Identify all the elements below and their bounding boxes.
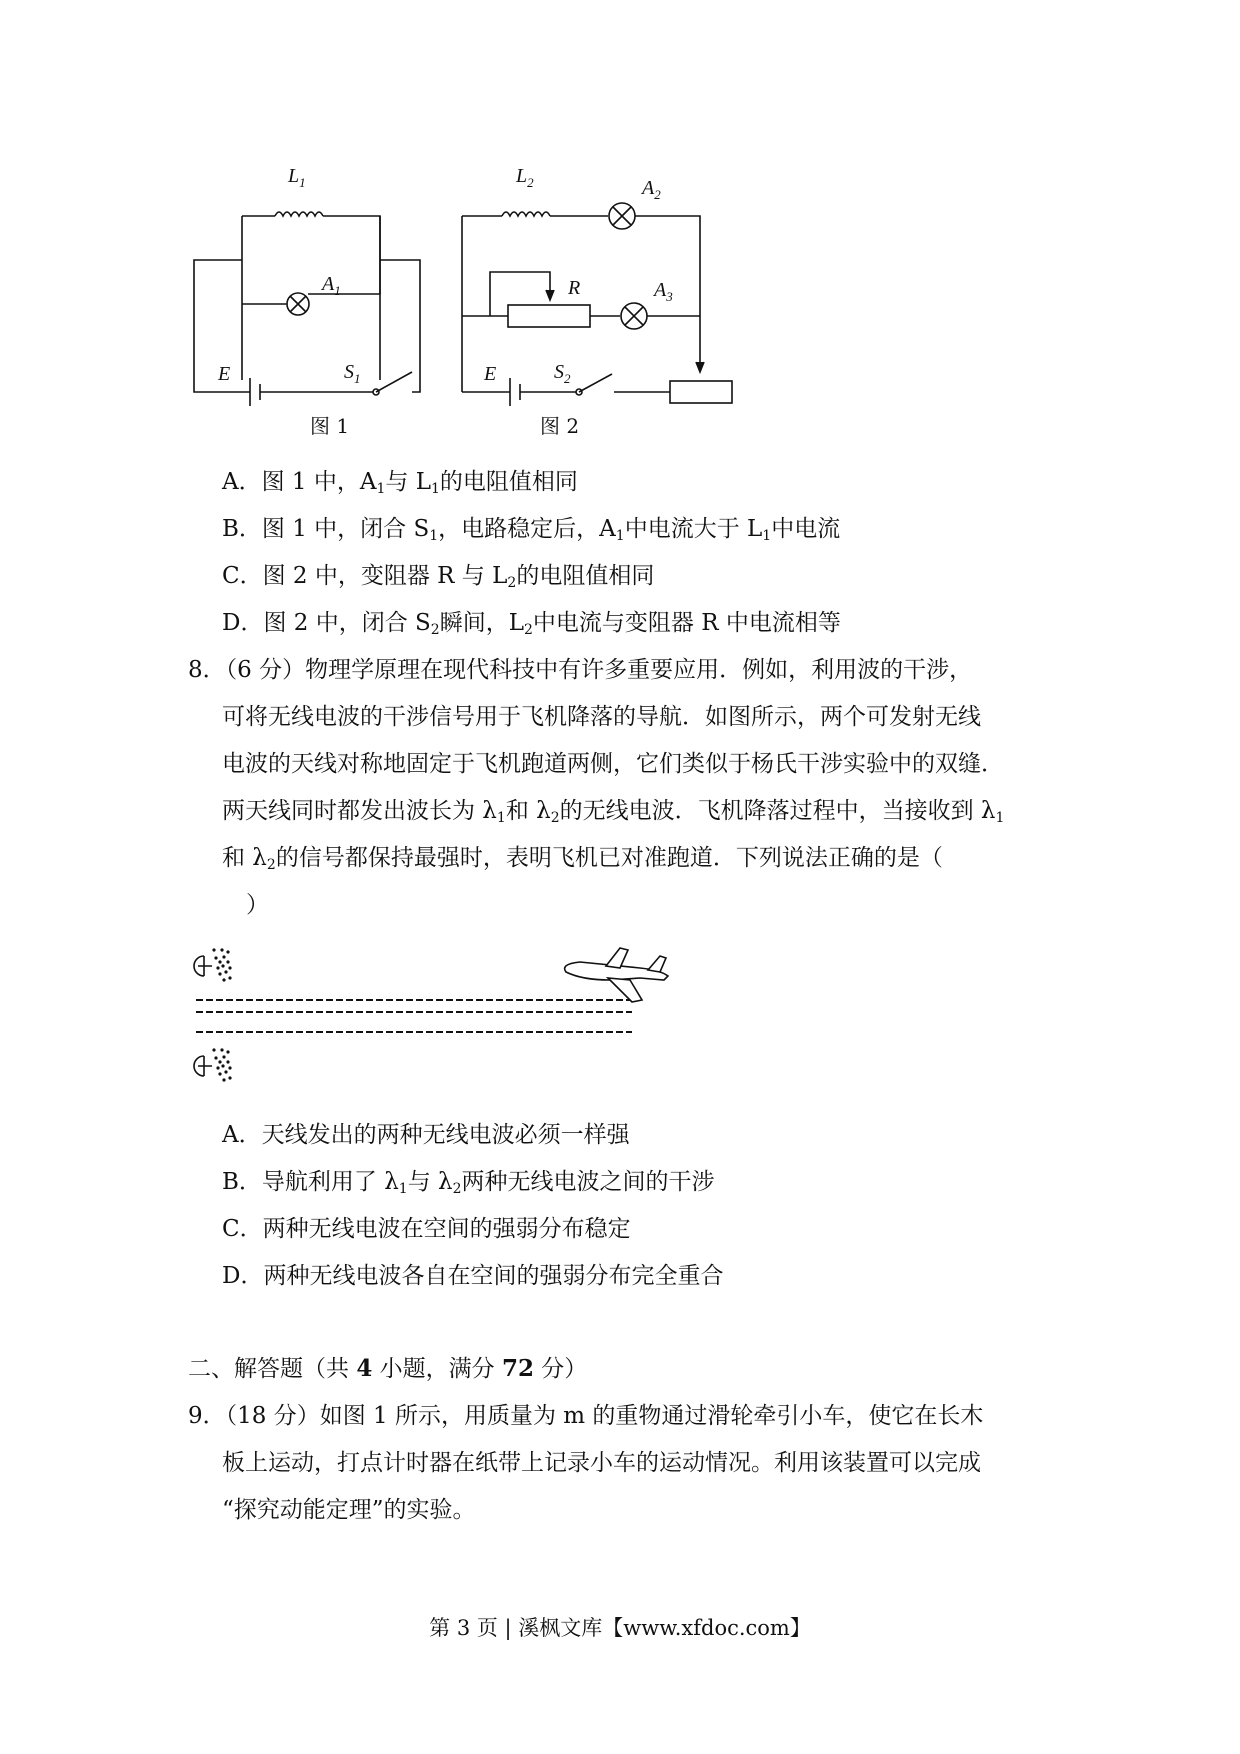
svg-text:A1: $A_1$ [322, 273, 341, 298]
svg-text:S1: $S_1$ [344, 361, 361, 386]
resistor-bottom [670, 381, 732, 403]
q8-option-a: A．天线发出的两种无线电波必须一样强 [222, 1122, 630, 1148]
svg-text:E: E [218, 363, 231, 385]
airplane-icon [565, 948, 668, 1002]
svg-text:L2: $L_2$ [516, 165, 534, 190]
figure-2-circuit [462, 203, 732, 406]
battery-e1 [250, 378, 260, 406]
circuit-figures [180, 150, 960, 450]
inductor-l1 [275, 212, 323, 216]
q8-line-1: 8．（6 分）物理学原理在现代科技中有许多重要应用．例如，利用波的干涉， [188, 657, 973, 683]
figure-2-caption: 图 2 [540, 414, 580, 438]
q8-option-c: C．两种无线电波在空间的强弱分布稳定 [222, 1216, 631, 1242]
page-footer: 第 3 页 | 溪枫文库【www.xfdoc.com】 [429, 1616, 811, 1640]
q7-option-d: D．图 2 中，闭合 $S_2$瞬间，$L_2$中电流与变阻器 R 中电流相等 [222, 610, 841, 638]
switch-s2 [579, 374, 612, 392]
section-2-heading: 二、解答题（共 4 小题，满分 72 分） [188, 1355, 588, 1382]
antenna-bottom-icon [194, 1056, 212, 1076]
q8-line-2: 可将无线电波的干涉信号用于飞机降落的导航．如图所示，两个可发射无线 [222, 704, 981, 730]
runway-figure [190, 940, 710, 1090]
svg-text:A2: $A_2$ [642, 177, 661, 202]
q9-line-1: 9．（18 分）如图 1 所示，用质量为 m 的重物通过滑轮牵引小车，使它在长木 [188, 1403, 984, 1429]
q9-line-2: 板上运动，打点计时器在纸带上记录小车的运动情况。利用该装置可以完成 [222, 1450, 981, 1476]
q8-line-3: 电波的天线对称地固定于飞机跑道两侧，它们类似于杨氏干涉实验中的双缝． [222, 751, 1004, 777]
svg-text:E: E [484, 363, 497, 385]
svg-text:A3: $A_3$ [654, 279, 673, 304]
switch-s1 [376, 372, 412, 392]
q7-option-c: C．图 2 中，变阻器 R 与 $L_2$的电阻值相同 [222, 563, 655, 591]
q8-line-4: 两天线同时都发出波长为 $\lambda_1$和 $\lambda_2$的无线电波．飞机降落过程中，当接收到 $\lambda_1$ [222, 798, 1005, 826]
rheostat-r [508, 305, 590, 327]
svg-text:S2: $S_2$ [554, 361, 571, 386]
q8-option-b: B．导航利用了 $\lambda_1$与 $\lambda_2$两种无线电波之间的干涉 [222, 1169, 715, 1197]
figure-1-caption: 图 1 [310, 414, 350, 438]
antenna-top-icon [194, 956, 212, 976]
inductor-l2 [502, 212, 550, 216]
svg-text:L1: $L_1$ [288, 165, 306, 190]
q8-line-5: 和 $\lambda_2$的信号都保持最强时，表明飞机已对准跑道．下列说法正确的是（ [222, 845, 943, 873]
battery-e2 [510, 378, 520, 406]
q7-option-b: B．图 1 中，闭合 $S_1$，电路稳定后，$A_1$中电流大于 $L_1$中电流 [222, 516, 841, 544]
q9-line-3: “探究动能定理”的实验。 [222, 1497, 476, 1523]
svg-text:R: R [568, 277, 581, 299]
q8-option-d: D．两种无线电波各自在空间的强弱分布完全重合 [222, 1263, 724, 1289]
runway-lines [196, 1000, 632, 1032]
q8-line-6: ） [246, 892, 269, 918]
q7-option-a: A．图 1 中，$A_1$与 $L_1$的电阻值相同 [222, 469, 578, 497]
